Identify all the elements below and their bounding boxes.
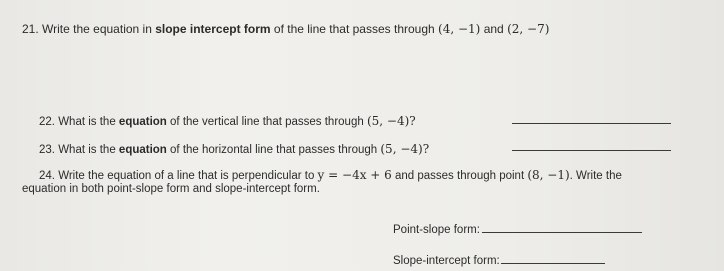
point-slope-answer (393, 222, 642, 236)
question-text: equation in both point-slope form and slope-intercept form. (22, 183, 320, 195)
question-text: . Write the (569, 170, 622, 182)
point-1: (4, −1) (438, 22, 481, 36)
question-number: 21. (22, 22, 39, 36)
question-number: 23. (39, 144, 55, 156)
point-slope-label: Point-slope form: (393, 224, 480, 236)
question-text: and passes through point (391, 170, 528, 182)
question-number: 22. (39, 116, 55, 128)
slope-intercept-answer (393, 253, 605, 267)
question-emphasis: equation (118, 116, 167, 128)
slope-intercept-label: Slope-intercept form: (393, 255, 500, 267)
question-number: 24. (39, 170, 55, 182)
question-text: Write the equation of a line that is perpendicular to (58, 170, 318, 182)
question-text: What is the (58, 116, 119, 128)
question-emphasis: slope intercept form (155, 22, 271, 36)
given-equation: y = −4x + 6 (317, 168, 392, 182)
answer-line-22[interactable] (512, 113, 671, 124)
answer-line-slope-intercept[interactable] (501, 253, 605, 264)
question-23 (39, 142, 429, 156)
conjunction: and (480, 22, 508, 36)
question-text: of the vertical line that passes through (166, 116, 367, 128)
answer-line-point-slope[interactable] (482, 222, 642, 233)
question-text: What is the (58, 144, 119, 156)
question-24-line-1 (39, 168, 622, 182)
question-22 (39, 114, 416, 128)
point: (8, −1) (527, 168, 570, 182)
point: (5, −4)? (366, 114, 416, 128)
point: (5, −4)? (380, 142, 430, 156)
question-text: of the line that passes through (270, 22, 439, 36)
point-2: (2, −7) (507, 22, 550, 36)
question-text: Write the equation in (42, 22, 156, 36)
question-24-line-2 (22, 183, 320, 195)
question-emphasis: equation (118, 144, 167, 156)
question-21 (22, 22, 549, 36)
answer-line-23[interactable] (512, 140, 671, 151)
question-text: of the horizontal line that passes through (166, 144, 381, 156)
